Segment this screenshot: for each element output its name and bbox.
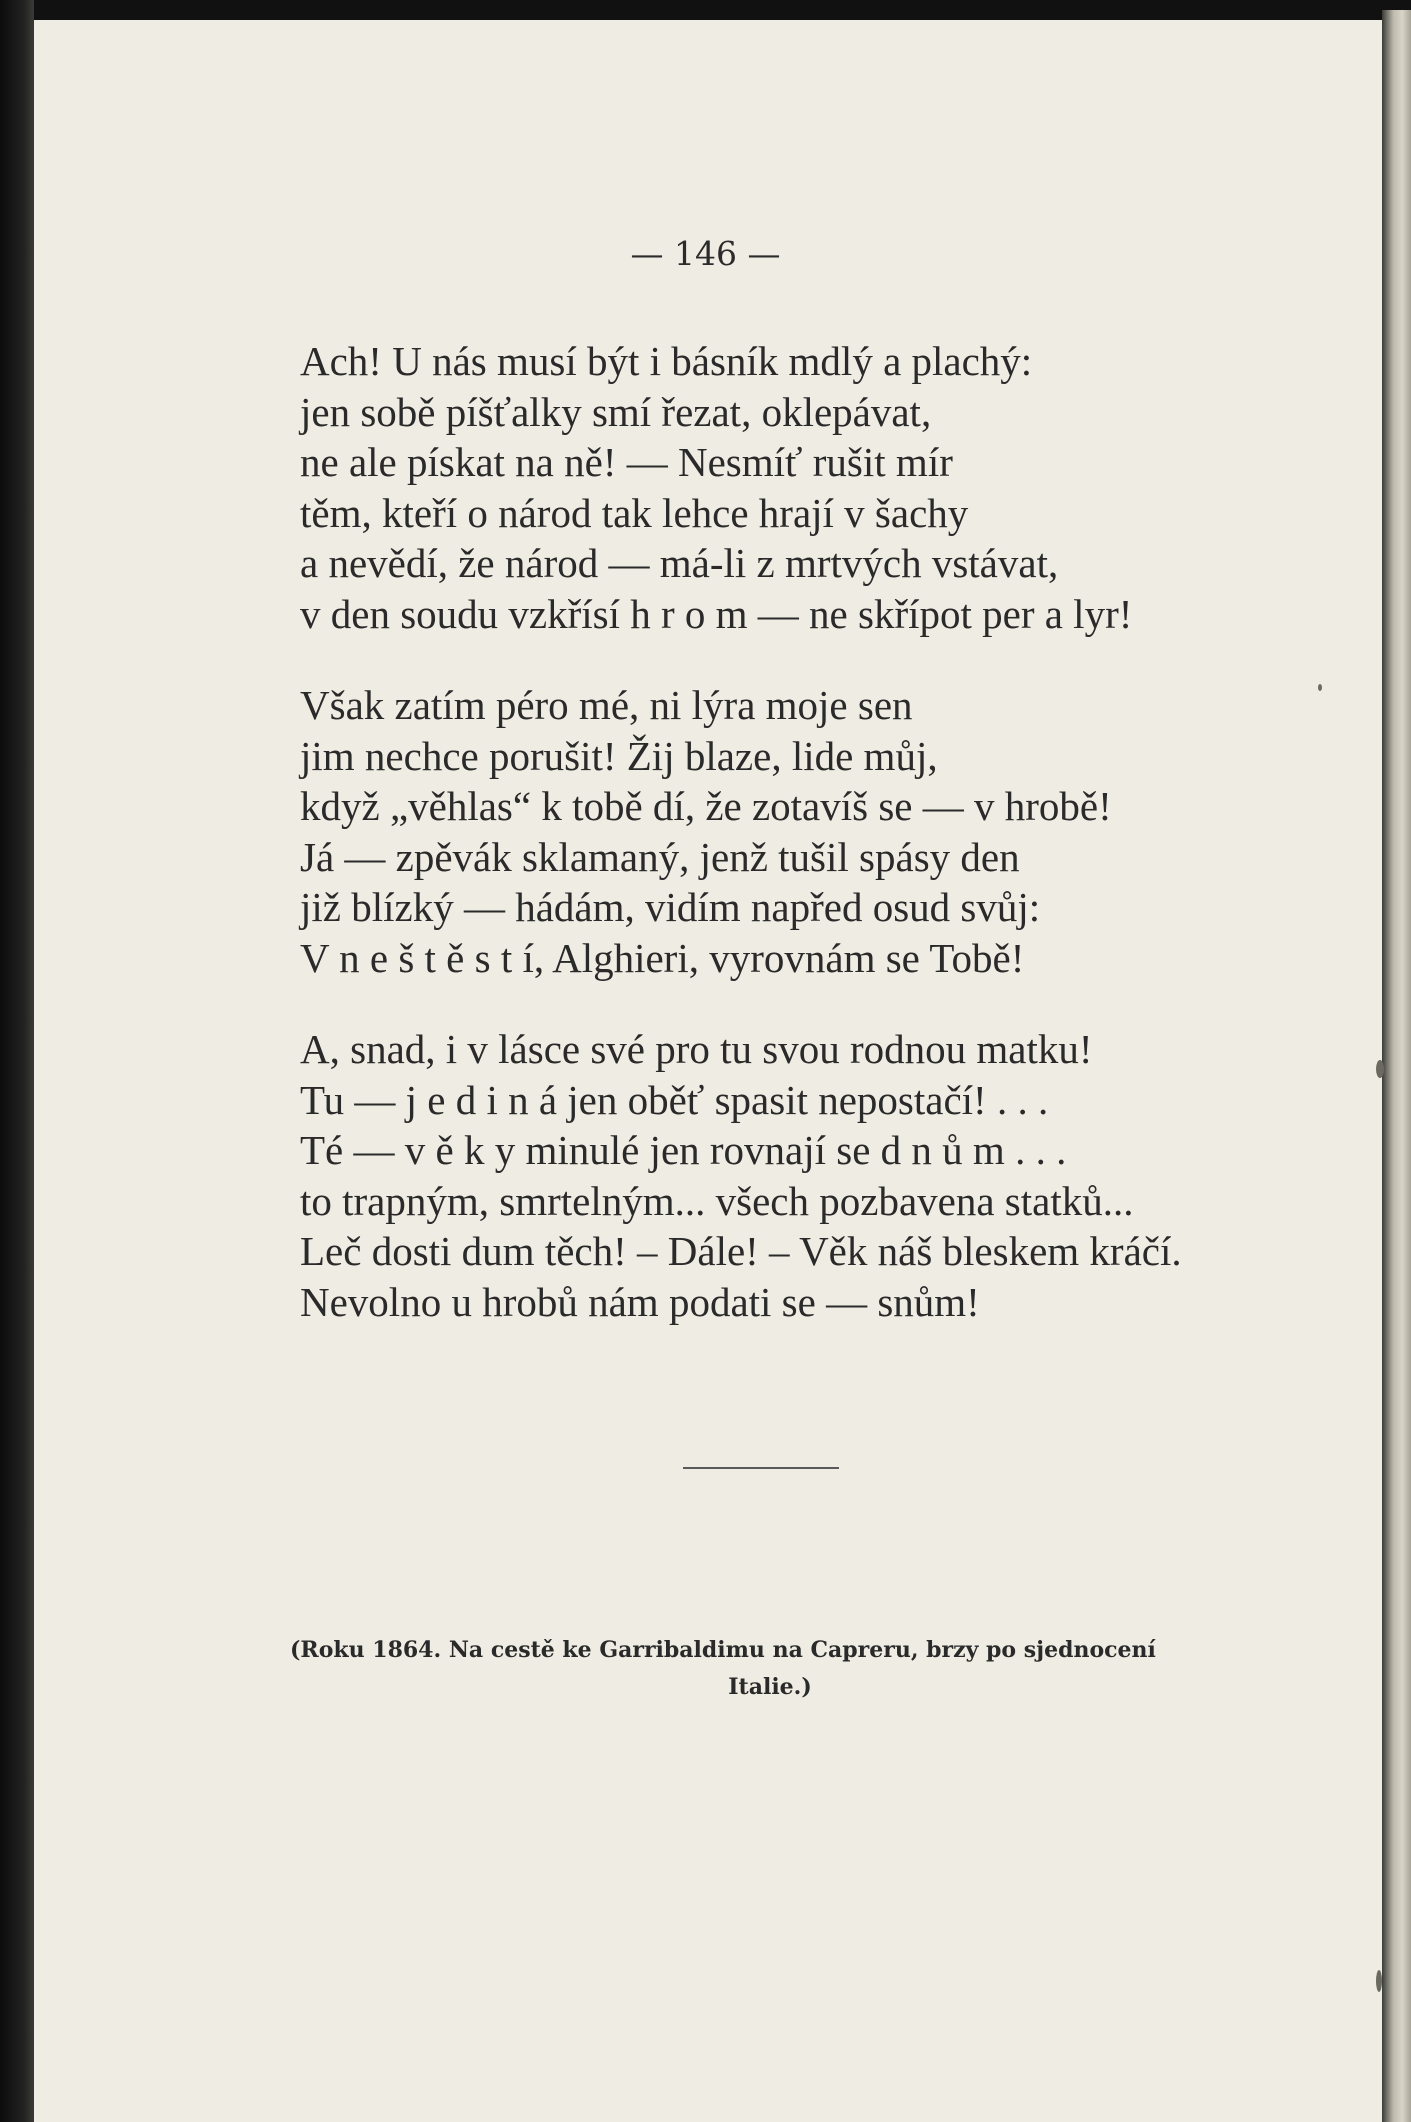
poem-line: již blízký — hádám, vidím napřed osud svůj:: [300, 884, 1041, 930]
poem-line: v den soudu vzkřísí h r o m — ne skřípot per a lyr!: [300, 590, 1133, 637]
scan-speck: [1318, 684, 1322, 691]
page-number: — 146 —: [630, 234, 781, 273]
scan-speck: [1376, 1970, 1382, 1992]
stanza-2: [300, 680, 1260, 983]
poem-line: Nevolno u hrobů nám podati se — snům!: [300, 1278, 980, 1325]
poem-line: Leč dosti dum těch! – Dále! – Věk náš bleskem kráčí.: [300, 1228, 1182, 1274]
stanza-1: [300, 336, 1260, 639]
footnote-line: (Roku 1864. Na cestě ke Garribaldimu na Capreru, brzy po sjednocení: [290, 1637, 1156, 1663]
footnote-line: Italie.): [728, 1674, 812, 1700]
poem-line: Tu — j e d i n á jen oběť spasit nepostačí! . . .: [300, 1076, 1049, 1123]
poem-line: jen sobě píšťalky smí řezat, oklepávat,: [300, 388, 932, 435]
poem-line: těm, kteří o národ tak lehce hrají v šachy: [300, 489, 969, 536]
poem-line: jim nechce porušit! Žij blaze, lide můj,: [300, 732, 938, 779]
scan-left-edge: [0, 0, 34, 2122]
stanza-3: [300, 1024, 1260, 1327]
section-divider: [683, 1467, 839, 1469]
page-edge-right: [1382, 10, 1411, 2122]
footnote: [290, 1632, 1250, 1706]
poem-line: A, snad, i v lásce své pro tu svou rodnou matku!: [300, 1026, 1093, 1072]
poem-line: když „věhlas“ k tobě dí, že zotavíš se — v hrobě!: [300, 783, 1112, 829]
poem-line: Ach! U nás musí být i básník mdlý a plachý:: [300, 338, 1033, 384]
scan-top-edge: [0, 0, 1411, 20]
poem-line: a nevědí, že národ — má-li z mrtvých vstávat,: [300, 540, 1059, 586]
poem-body: [300, 336, 1260, 1368]
poem-line: to trapným, smrtelným... všech pozbavena statků...: [300, 1177, 1134, 1224]
poem-line: ne ale pískat na ně! — Nesmíť rušit mír: [300, 439, 953, 485]
poem-line: Té — v ě k y minulé jen rovnají se d n ů m . . .: [300, 1127, 1067, 1173]
poem-line: Však zatím péro mé, ni lýra moje sen: [300, 682, 913, 728]
poem-line: Já — zpěvák sklamaný, jenž tušil spásy den: [300, 833, 1020, 880]
scan-speck: [1376, 1060, 1384, 1078]
poem-line: V n e š t ě s t í, Alghieri, vyrovnám se Tobě!: [300, 934, 1025, 981]
